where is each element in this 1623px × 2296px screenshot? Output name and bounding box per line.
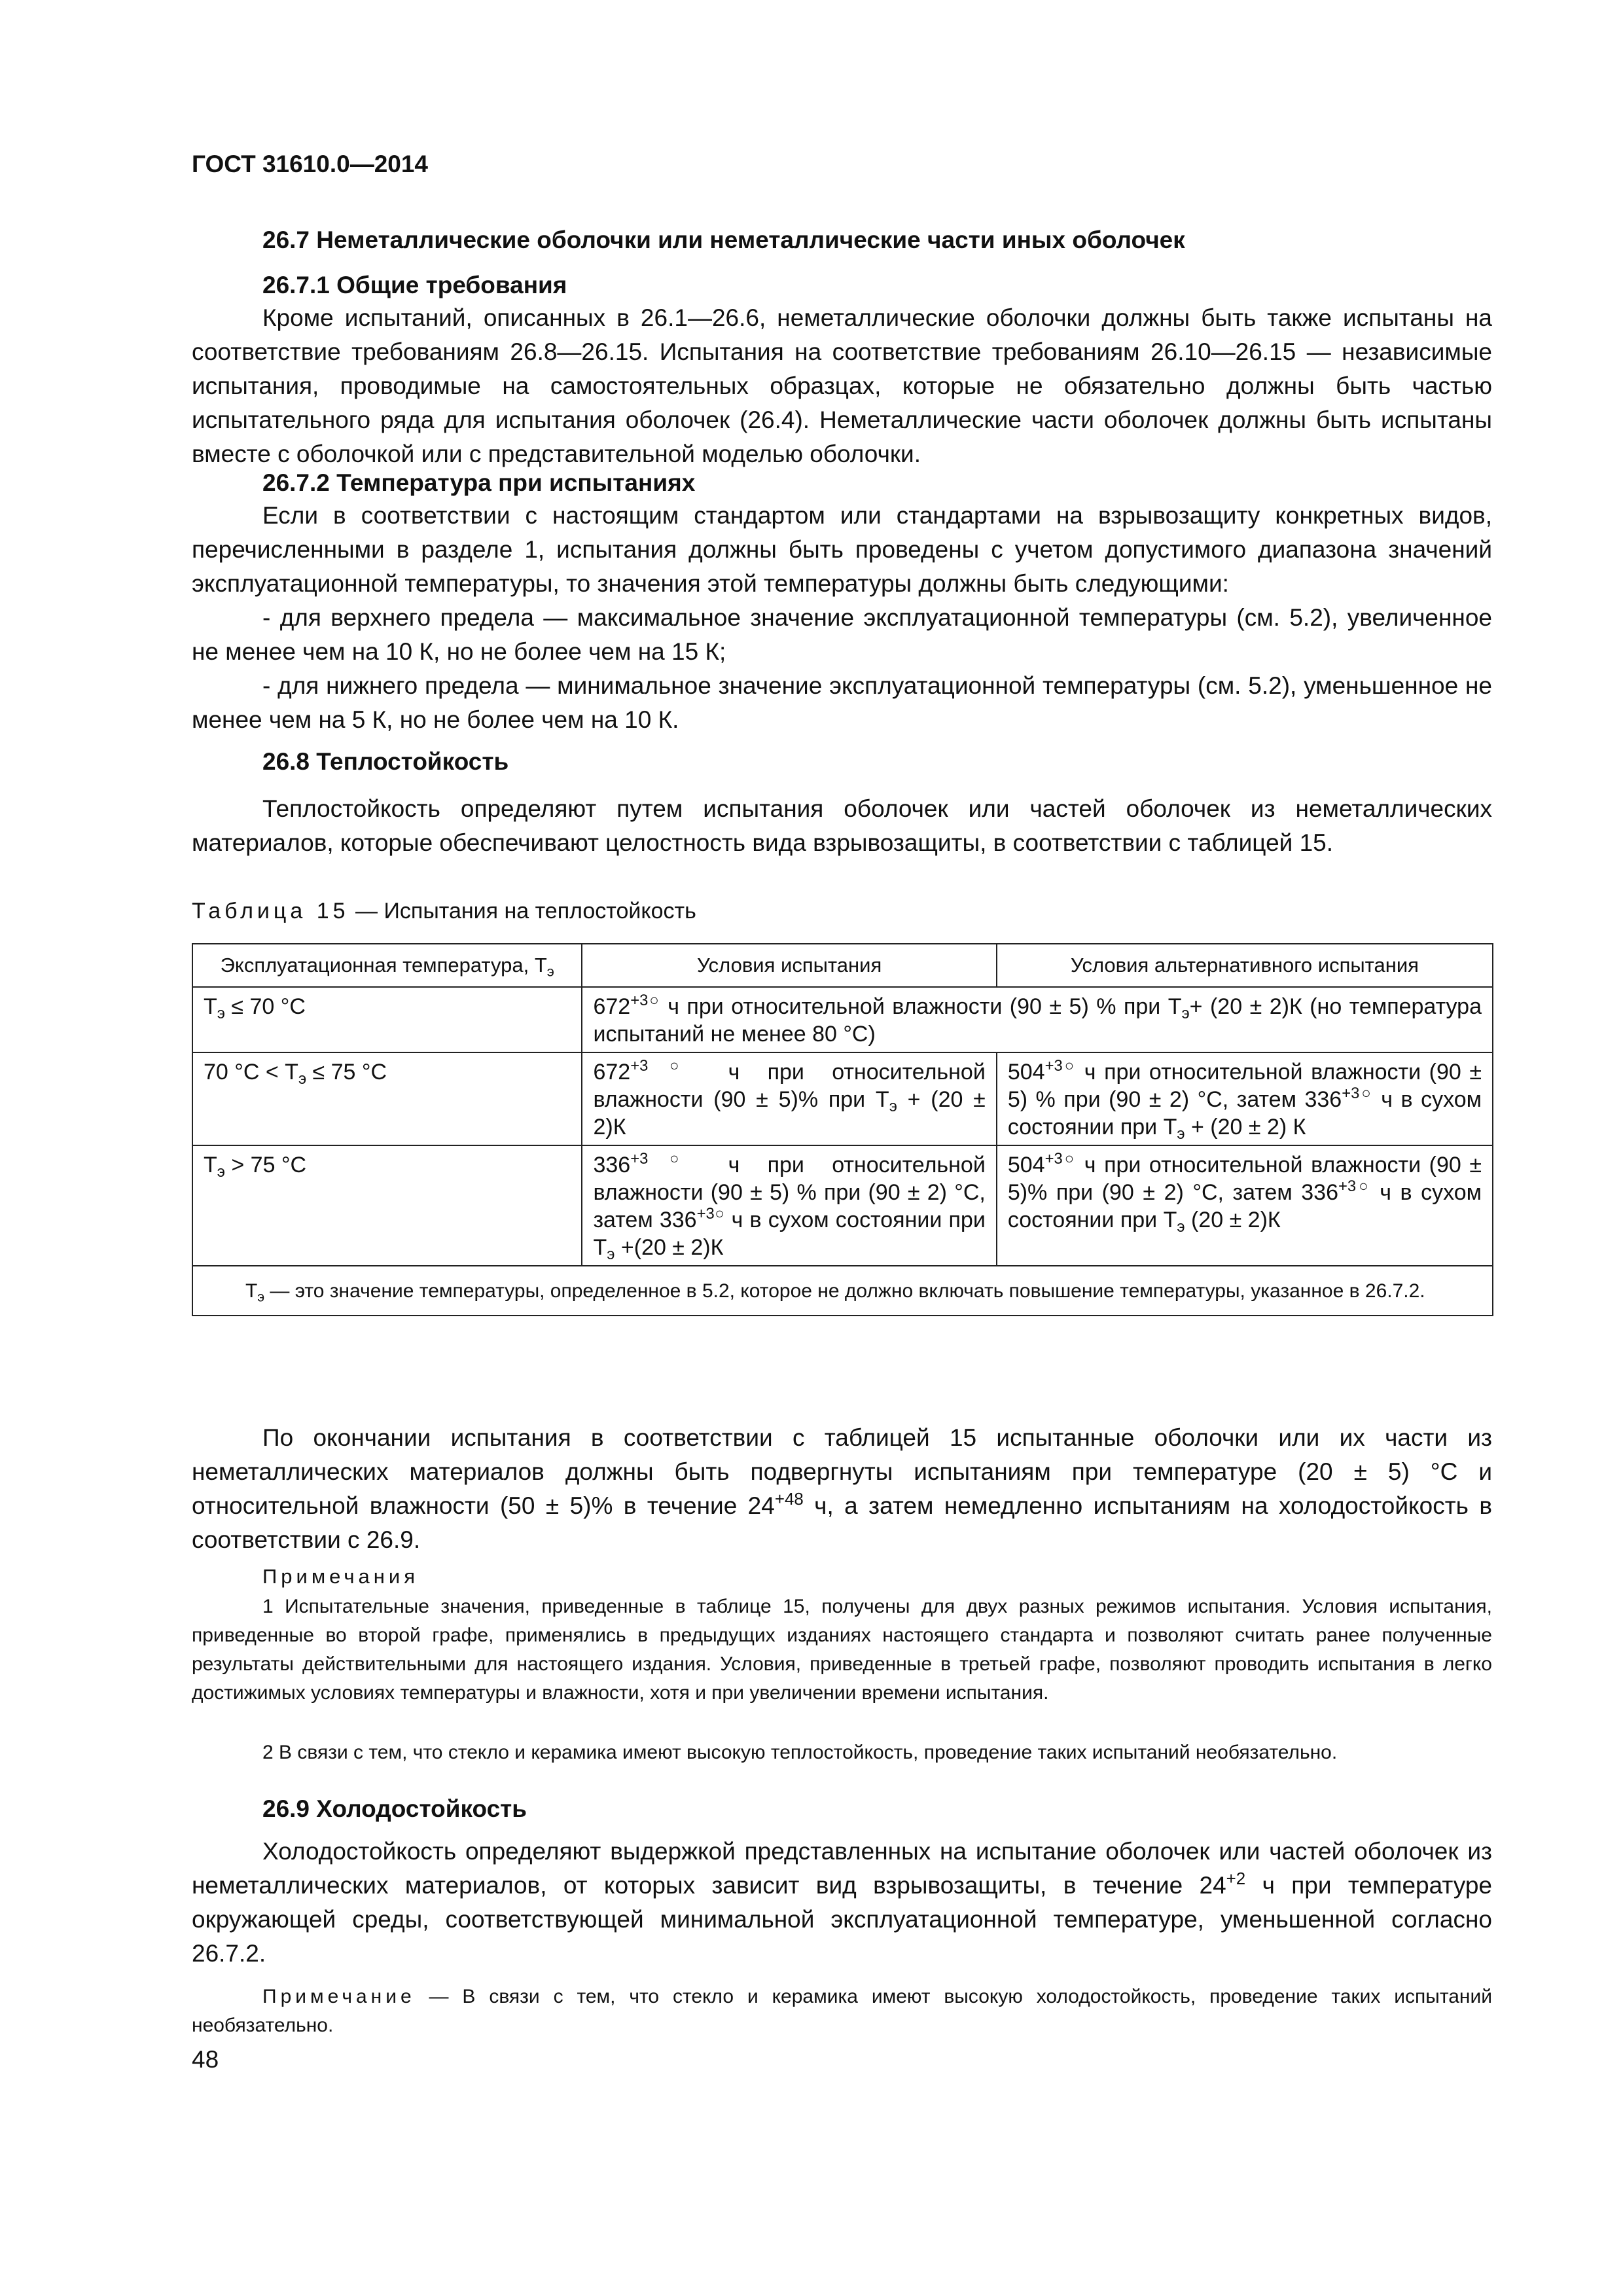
lower-limit-item: - для нижнего предела — минимальное значение эксплуатационной температуры (см. 5.2), уменьшенное не менее чем на 5 К, но не более чем на 10 К. [192, 672, 1492, 733]
row2-conditions: $672^{+3○}$ ч при относительной влажности (90 ± 5)% при $Т_э + (20 \pm 2)К$ [582, 1052, 996, 1145]
table-header-row [192, 944, 1493, 987]
row3-temperature: $Т_э > 75$ °С [192, 1145, 582, 1266]
table-caption-text: — Испытания на теплостойкость [349, 899, 696, 924]
document-header: ГОСТ 31610.0—2014 [192, 151, 429, 177]
note-2: 2 В связи с тем, что стекло и керамика имеют высокую теплостойкость, проведение таких испытаний необязательно. [262, 1742, 1338, 1763]
header-operating-temperature: Эксплуатационная температура, $Т_э$ [192, 944, 582, 987]
table-caption-label: Таблица 15 [192, 899, 349, 924]
section-26-8-text: Теплостойкость определяют путем испытания оболочек или частей оболочек из неметаллических материалов, которые обеспечивают целостность вида взрывозащиты, в соответствии с таблицей 15. [192, 795, 1492, 856]
table-footnote-row [192, 1266, 1493, 1316]
section-26-8-title: 26.8 Теплостойкость [262, 748, 509, 775]
table-row [192, 1052, 1493, 1145]
upper-limit-item: - для верхнего предела — максимальное значение эксплуатационной температуры (см. 5.2), увеличенное не менее чем на 10 К, но не более чем на 15 К; [192, 604, 1492, 665]
table-caption [192, 899, 696, 924]
section-26-7-2-title: 26.7.2 Температура при испытаниях [262, 469, 696, 496]
row3-alternative-conditions: $504^{+3○}$ ч при относительной влажности (90 ± 5)% при (90 ± 2) °С, затем $336^{+3○}$ ч в сухом состоянии при $Т_э$ (20 ± 2)К [997, 1145, 1493, 1266]
section-26-7-1-title: 26.7.1 Общие требования [262, 272, 567, 298]
table-row [192, 1145, 1493, 1266]
row3-conditions: $336^{+3○}$ ч при относительной влажности (90 ± 5) % при (90 ± 2) °С, затем $336^{+3○}$ ч в сухом состоянии при $Т_э +(20 \pm 2)К$ [582, 1145, 996, 1266]
table-15 [192, 943, 1493, 1316]
header-test-conditions: Условия испытания [582, 944, 996, 987]
note-1: 1 Испытательные значения, приведенные в таблице 15, получены для двух разных режимов испытания. Условия испытания, приведенные во второй графе, применялись в предыдущих изданиях настоящего стандарта и позволяют считать ранее полученные результаты действительными для настоящего издания. Условия, приведенные в третьей графе, позволяют проводить испытания в легко достижимых условиях температуры и влажности, хотя и при увеличении времени испытания. [192, 1596, 1492, 1704]
header-alternative-conditions: Условия альтернативного испытания [997, 944, 1493, 987]
section-26-9-title: 26.9 Холодостойкость [262, 1795, 527, 1822]
row1-temperature: $Т_э \le 70$ °С [192, 987, 582, 1052]
page-number: 48 [192, 2046, 219, 2073]
section-26-7-2-text: Если в соответствии с настоящим стандартом или стандартами на взрывозащиту конкретных видов, перечисленными в разделе 1, испытания должны быть проведены с учетом допустимого диапазона значений эксплуатационной температуры, то значения этой температуры должны быть следующими: [192, 502, 1492, 597]
section-26-7-title: 26.7 Неметаллические оболочки или неметаллические части иных оболочек [262, 226, 1185, 253]
table-row [192, 987, 1493, 1052]
section-26-7-1-text: Кроме испытаний, описанных в 26.1—26.6, неметаллические оболочки должны быть также испытаны на соответствие требованиям 26.8—26.15. Испытания на соответствие требованиям 26.10—26.15 — независимые испытания, проводимые на самостоятельных образцах, которые не обязательно должны быть частью испытательного ряда для испытания оболочек (26.4). Неметаллические части оболочек должны быть испытаны вместе с оболочкой или с представительной моделью оболочки. [192, 304, 1492, 467]
row2-temperature: 70 $^\circ С < Т_э \le 75$ °С [192, 1052, 582, 1145]
row1-conditions: $672^{+3○}$ ч при относительной влажности (90 ± 5) % при $Т_э+ (20 \pm 2)К$ (но температура испытаний не менее 80 °С) [582, 987, 1493, 1052]
row2-alternative-conditions: $504^{+3○}$ ч при относительной влажности (90 ± 5) % при (90 ± 2) °С, затем $336^{+3○}$ ч в сухом состоянии при $Т_э + (20 \pm 2)$ К [997, 1052, 1493, 1145]
notes-label: Примечания [262, 1565, 419, 1588]
after-table-paragraph: По окончании испытания в соответствии с таблицей 15 испытанные оболочки или их части из неметаллических материалов должны быть подвергнуты испытаниям при температуре (20 ± 5) °С и относительной влажности (50 ± 5)% в течение $24^{+48}$ ч, а затем немедленно испытаниям на холодостойкость в соответствии с 26.9. [192, 1424, 1492, 1553]
table-footnote: $Т_э$ — это значение температуры, определенное в 5.2, которое не должно включать повышение температуры, указанное в 26.7.2. [192, 1266, 1493, 1316]
section-26-9-text: Холодостойкость определяют выдержкой представленных на испытание оболочек или частей оболочек из неметаллических материалов, от которых зависит вид взрывозащиты, в течение $24^{+2}$ ч при температуре окружающей среды, соответствующей минимальной эксплуатационной температуре, уменьшенной согласно 26.7.2. [192, 1838, 1492, 1967]
section-26-9-note: Примечание — В связи с тем, что стекло и керамика имеют высокую холодостойкость, проведение таких испытаний необязательно. [192, 1986, 1492, 2036]
